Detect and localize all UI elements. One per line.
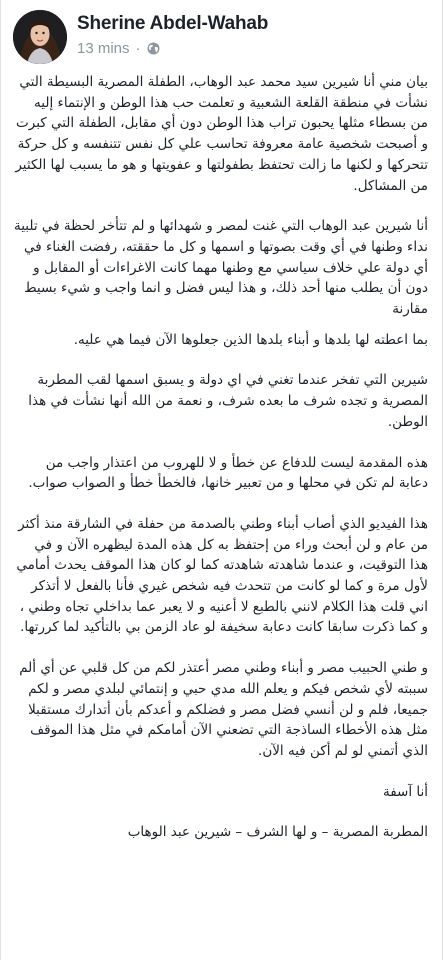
post-header xyxy=(13,10,432,66)
paragraph-gratitude: بما اعطته لها بلدها و أبناء بلدها الذين جعلوها الآن فيما هي عليه. xyxy=(73,331,428,348)
author-name[interactable]: Sherine Abdel-Wahab xyxy=(77,13,269,34)
avatar[interactable] xyxy=(13,10,67,64)
paragraph-intro: بيان مني أنا شيرين سيد محمد عبد الوهاب، الطفلة المصرية البسيطة التي نشأت في منطقة القلعة الشعبية و تعلمت حب هذا الوطن و الإنتماء إليه من بسطاء مثلها يحبون تراب هذا الوطن دون أي مقابل، الطفلة التي كبرت و أصبحت شخصية عامة معروفة تحاسب علي كل نفس تتنفسه و كل حركة تتحركها و لكنها ما زالت تحتفظ بطفولتها و عفويتها و هو ما يسبب لها الكثير من المشاكل. xyxy=(15,74,428,194)
paragraph-patriotism: أنا شيرين عبد الوهاب التي غنت لمصر و شهدائها و لم تتأخر لحظة في تلبية نداء وطنها في أي وقت بصوتها و اسمها و كل ما حققته، رفضت الغناء في أي دولة علي خلاف سياسي مع وطنها مهما كانت الاغراءات أو المقابل و دون أن يطلب منها أحد ذلك، و هذا ليس فضل و انما واجب و شيء بسيط مقارنة xyxy=(13,218,428,318)
paragraph-sorry: أنا آسفة xyxy=(382,783,428,800)
paragraph-signature: المطربة المصرية – و لها الشرف – شيرين عبد الوهاب xyxy=(127,824,428,841)
paragraph-apology: و طني الحبيب مصر و أبناء وطني مصر أعتذر لكم من كل قلبي عن أي ألم سببته لأي شخص فيكم و يعلم الله مدي حبي و إنتمائي لبلدي مصر و لكم جميعا، فلم و لن أنسي فضل مصر و فضلكم و أعدكم بأن أتدارك مستقبلا مثل هذه الأخطاء الساذجة التي تضعني الآن أمامكم في مثل هذا الموقف الذي أتمني لو لم أكن فيه الآن. xyxy=(19,660,428,759)
post-body xyxy=(13,72,428,843)
paragraph-pride: شيرين التي تفخر عندما تغني في اي دولة و يسبق اسمها لقب المطربة المصرية و تجده شرف ما بعده شرف، و نعمة من الله أنها نشأت في هذا الوطن. xyxy=(28,372,428,430)
post-meta xyxy=(77,40,160,57)
paragraph-video: هذا الفيديو الذي أصاب أبناء وطني بالصدمة من حفلة في الشارقة منذ أكثر من عام و لن أبحث وراء من إحتفظ به كل هذه المدة ليظهره الآن و في هذا التوقيت، و عندما شاهدته شاهدته كما لو كان هذا الموقف يحدث أمامي لأول مرة و كما لو كانت من تتحدث فيه شخص غيري فأنا بالفعل لا أتذكر اني قلت هذا الكلام لانني بالطبع لا أعنيه و لا يعبر عما بداخلي تجاه وطني ، و كما ذكرت سابقا كانت دعابة سخيفة لو عاد الزمن بي بالتأكيد لما كررتها. xyxy=(16,515,428,636)
separator-dot: · xyxy=(135,40,141,57)
post-timestamp[interactable]: 13 mins xyxy=(77,40,130,57)
globe-icon[interactable] xyxy=(147,42,160,55)
paragraph-preface: هذه المقدمة ليست للدفاع عن خطأ و لا للهروب من اعتذار واجب من دعابة لم تكن في محلها و من تعبير خانها، فالخطأ خطأ و الصواب صواب. xyxy=(28,454,428,492)
profile-photo xyxy=(13,10,67,64)
